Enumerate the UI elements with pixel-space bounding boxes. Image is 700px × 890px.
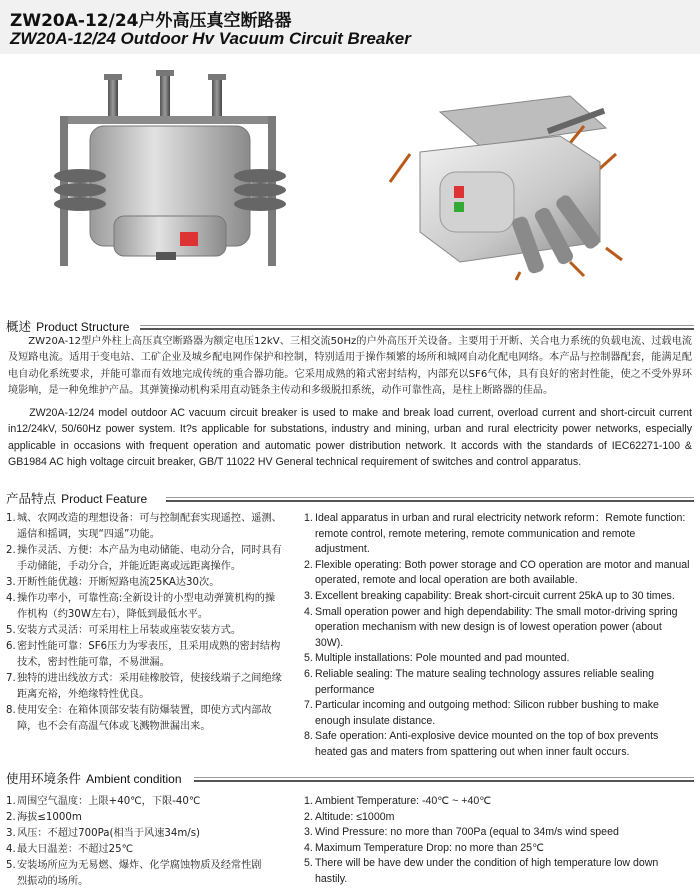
section-heading-cn: 概述 — [6, 319, 32, 334]
list-item: 6. 密封性能可靠：SF6压力为零表压，且采用成熟的密封结构技术，密封性能可靠，不易泄漏。 — [6, 641, 281, 668]
feature-list-en — [304, 511, 690, 761]
product-photo-front — [20, 66, 330, 294]
list-item: 3. 风压：不超过700Pa(相当于风速34m/s) — [6, 828, 201, 839]
section-heading-en: Product Feature — [61, 492, 148, 506]
list-item: 5. 安装方式灵活：可采用柱上吊装或座装安装方式。 — [6, 625, 242, 636]
list-item: 4. Small operation power and high dependability: The small motor-driving spring operation mechanism with new design is of lowest operation power (about 30W). — [304, 605, 678, 649]
section-heading-en: Product Structure — [36, 320, 130, 334]
list-item: 5. Multiple installations: Pole mounted and pad mounted. — [304, 652, 570, 665]
section-rule — [166, 500, 694, 502]
section-rule — [140, 328, 694, 330]
list-item: 1. 城、农网改造的理想设备：可与控制配套实现遥控、遥测、遥信和摇调，实现“四遥”功能。 — [6, 513, 282, 540]
section-heading-feature — [6, 488, 694, 504]
list-item: 1. 周围空气温度：上限+40℃，下限-40℃ — [6, 796, 201, 807]
list-item: 3. Excellent breaking capability: Break short-circuit current 25kA up to 30 times. — [304, 589, 675, 602]
ambient-list-cn — [6, 794, 268, 890]
list-item: 1. Ambient Temperature: -40℃ ~ +40℃ — [304, 795, 492, 807]
list-item: 1. Ideal apparatus in urban and rural electricity network reform：Remote function: remote control, remote metering, remote communication and remote adjustment. — [304, 512, 686, 556]
list-item: 2. 海拔≤1000m — [6, 812, 82, 823]
list-item: 8. Safe operation: Anti-explosive device mounted on the top of box prevents heated gas and maters from spattering out when inner fault occurs. — [304, 730, 659, 758]
list-item: 6. Reliable sealing: The mature sealing technology assures reliable sealing performance — [304, 667, 655, 696]
section-heading-ambient — [6, 768, 694, 784]
section-heading-en: Ambient condition — [86, 772, 182, 786]
list-item: 5. There will be have dew under the condition of high temperature low down hastily. — [304, 857, 659, 885]
list-item: 3. Wind Pressure: no more than 700Pa (equal to 34m/s wind speed — [304, 826, 619, 839]
section-heading-structure — [6, 316, 694, 332]
overview-text-cn: ZW20A-12型户外柱上高压真空断路器为额定电压12kV、三相交流50Hz的户外高压开关设备。主要用于开断、关合电力系统的负载电流、过载电流及短路电流。适用于变电站、工矿企业及城乡配电网作保护和控制，特别适用于操作频繁的场所和城网自动化配电网络。本产品与控制器配套，能满足配电自动化系统要求，并能可靠而有效地完成传统的重合器功能。它采用成熟的箱式密封结构，内部充以SF6气体，具有良好的密封性能，使之不受外界环境影响，是一种免维护产品。其弹簧操动机构采用直动链条主传动和多级脱扣系统，动作可靠性高，是柱上断路器的佳品。 — [8, 336, 692, 397]
list-item: 7. 独特的进出线放方式：采用硅橡胶管，使接线端子之间绝缘距离充裕，外绝缘特性优良。 — [6, 673, 282, 700]
ambient-list-en — [304, 794, 684, 888]
list-item: 2. Flexible operating: Both power storage and CO operation are motor and manual operated, remote and local operation are both available. — [304, 558, 690, 587]
page-title-cn: ZW20A-12/24户外高压真空断路器 — [10, 11, 292, 31]
section-heading-cn: 使用环境条件 — [6, 771, 82, 786]
overview-text-en: ZW20A-12/24 model outdoor AC vacuum circuit breaker is used to make and break load current, overload current and short-circuit current in12/24kV, 50/60Hz power system. It?s applicable for substations, industry and mining, urban and rural electricity power networks, especially applicable in occasions with frequent operation and automatic power distribution network. It accords with the standards of IEC62271-100 & GB1984 AC high voltage circuit breaker, GB/T 11022 HV General technical requirement of switches and control apparatus. — [8, 407, 692, 469]
section-heading-cn: 产品特点 — [6, 491, 57, 506]
list-item: 5. 安装场所应为无易燃、爆炸、化学腐蚀物质及经常性剧烈振动的场所。 — [6, 860, 262, 887]
feature-list-cn — [6, 511, 284, 735]
list-item: 2. 操作灵活、方便：本产品为电动储能、电动分合，同时具有手动储能，手动分合，并能近距离或远距离操作。 — [6, 545, 282, 572]
list-item: 4. Maximum Temperature Drop: no more than 25℃ — [304, 841, 544, 854]
list-item: 4. 最大日温差：不超过25℃ — [6, 844, 134, 855]
title-bar — [0, 0, 700, 54]
page-title-en: ZW20A-12/24 Outdoor Hv Vacuum Circuit Breaker — [10, 29, 411, 48]
product-photo-angled — [370, 92, 630, 282]
section-rule — [194, 780, 694, 782]
list-item: 7. Particular incoming and outgoing method: Silicon rubber bushing to make enough insulate distance. — [304, 699, 659, 727]
list-item: 8. 使用安全：在箱体顶部安装有防爆装置，即使方式内部故障，也不会有高温气体或飞溅物泄漏出来。 — [6, 705, 272, 732]
list-item: 3. 开断性能优越：开断短路电流25KA达30次。 — [6, 577, 220, 588]
list-item: 4. 操作功率小，可靠性高:全新设计的小型电动弹簧机构的操作机构（约30W左右），降低到最低水平。 — [6, 593, 276, 620]
list-item: 2. Altitude: ≤1000m — [304, 810, 395, 823]
